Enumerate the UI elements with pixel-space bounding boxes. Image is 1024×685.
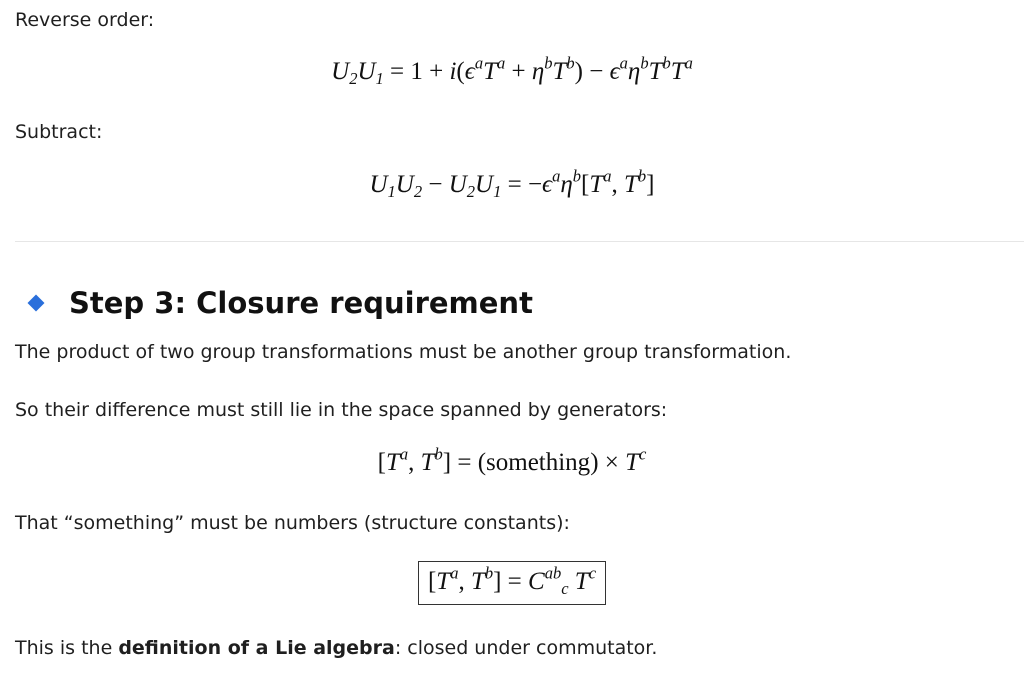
equation-something: [$T^a$, $T^b$] = (something) × $T^c$ <box>377 444 647 476</box>
equation-subtract: $U_1U_2 - U_2U_1 = -\epsilon^a\eta^b[T^a$, $T^b$] <box>369 166 655 201</box>
definition-prefix: This is the <box>15 637 119 659</box>
boxed-equation: [$T^a$, $T^b] = C^{ab}_c$ $T^c$ <box>418 561 606 605</box>
section-divider <box>15 241 1024 242</box>
definition-bold: definition of a Lie algebra <box>118 637 395 659</box>
step3-heading-text: Step 3: Closure requirement <box>69 286 533 320</box>
definition-suffix: : closed under commutator. <box>394 637 658 659</box>
paragraph-product: The product of two group transformations must be another group transformation. <box>15 341 792 363</box>
equation-lie-algebra-box <box>0 561 1024 605</box>
subtract-label: Subtract: <box>15 121 103 143</box>
paragraph-difference: So their difference must still lie in the space spanned by generators: <box>15 399 668 421</box>
something-word: something <box>486 449 591 476</box>
equation-reverse-order: $U_2U_1 = 1 + i(\epsilon^aT^a + \eta^bT^b) - \epsilon^a\eta^bT^bT^a$ <box>331 53 693 88</box>
step3-heading <box>28 281 533 325</box>
reverse-order-label: Reverse order: <box>15 9 155 31</box>
paragraph-something: That “something” must be numbers (structure constants): <box>15 512 570 534</box>
blue-diamond-icon <box>28 295 45 312</box>
paragraph-definition <box>15 636 657 660</box>
